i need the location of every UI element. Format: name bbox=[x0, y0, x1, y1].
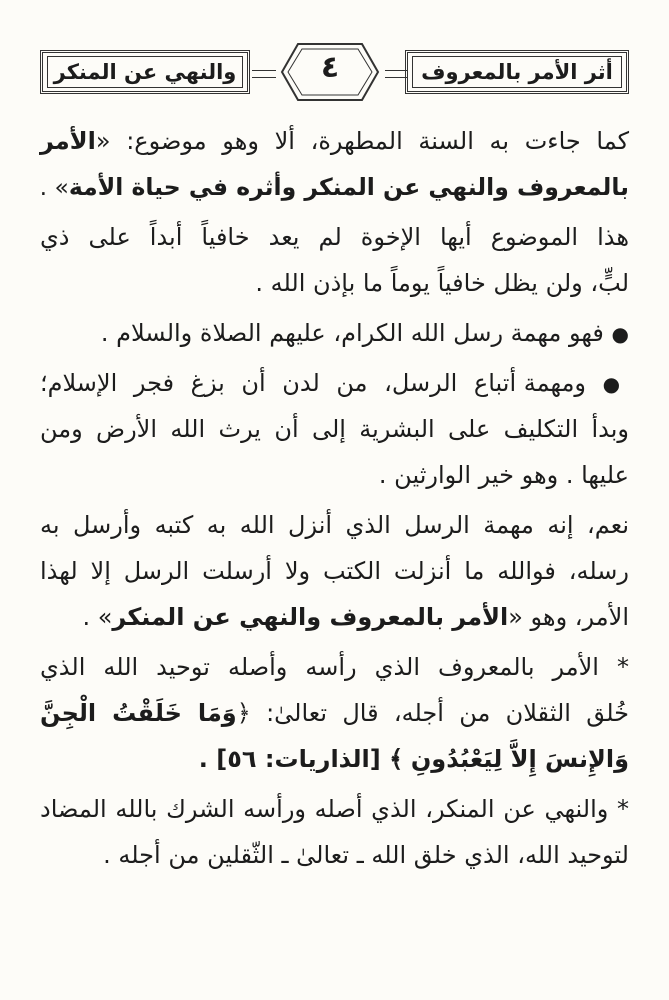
page-body bbox=[40, 118, 629, 878]
bullet-icon: ● bbox=[602, 372, 630, 396]
text-line: وَالإِنسَ إِلاَّ لِيَعْبُدُونِ ﴾ [الذاريات: ٥٦] . bbox=[198, 745, 629, 773]
header-rule-left bbox=[252, 70, 276, 78]
star-icon: * bbox=[617, 653, 629, 681]
text-line: نعم، إنه مهمة الرسل الذي أنزل الله به كتبه وأرسل به bbox=[40, 511, 629, 539]
text-line: * والنهي عن المنكر، الذي أصله ورأسه الشرك بالله المضاد bbox=[40, 795, 629, 823]
page-header bbox=[40, 40, 629, 112]
header-title-right: أثر الأمر بالمعروف bbox=[421, 60, 613, 84]
page-number: ٤ bbox=[320, 50, 340, 85]
page-number-ornament bbox=[276, 40, 384, 104]
text-line: كما جاءت به السنة المطهرة، ألا وهو موضوع: «الأمر bbox=[40, 127, 629, 155]
text-line: وبدأ التكليف على البشرية إلى أن يرث الله الأرض ومن bbox=[40, 415, 629, 443]
text-line: الأمر، وهو «الأمر بالمعروف والنهي عن المنكر» . bbox=[82, 603, 629, 631]
text-line: رسله، فوالله ما أنزلت الكتب ولا أرسلت الرسل إلا لهذا bbox=[40, 557, 629, 585]
bullet-item: ● فهو مهمة رسل الله الكرام، عليهم الصلاة والسلام . bbox=[100, 319, 629, 347]
header-title-left: والنهي عن المنكر bbox=[53, 60, 237, 84]
text-line: لبٍّ، ولن يظل خافياً يوماً ما بإذن الله . bbox=[255, 269, 629, 297]
star-icon: * bbox=[617, 795, 629, 823]
bullet-item: ● ومهمة أتباع الرسل، من لدن أن بزغ فجر الإسلام؛ bbox=[40, 369, 630, 397]
header-title-left-frame bbox=[40, 50, 250, 94]
text-line: خُلق الثقلان من أجله، قال تعالىٰ: ﴿وَمَا خَلَقْتُ الْجِنَّ bbox=[40, 699, 630, 727]
text-line: هذا الموضوع أيها الإخوة لم يعد خافياً أبداً على ذي bbox=[40, 223, 629, 251]
text-line: لتوحيد الله، الذي خلق الله ـ تعالىٰ ـ الثّقلين من أجله . bbox=[103, 841, 629, 869]
text-line: عليها . وهو خير الوارثين . bbox=[378, 461, 629, 489]
header-title-right-frame bbox=[405, 50, 629, 94]
bullet-icon: ● bbox=[611, 322, 629, 346]
text-line: بالمعروف والنهي عن المنكر وأثره في حياة الأمة» . bbox=[39, 173, 629, 201]
text-line: * الأمر بالمعروف الذي رأسه وأصله توحيد الله الذي bbox=[40, 653, 629, 681]
header-rule-right bbox=[385, 70, 407, 78]
